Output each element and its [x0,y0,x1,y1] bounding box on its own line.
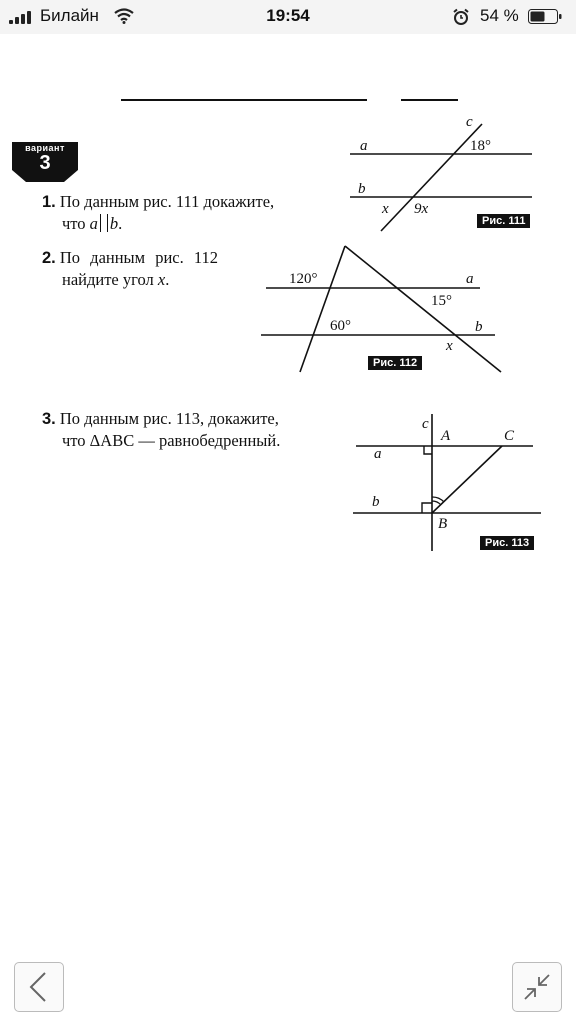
line-label-b: b [475,319,483,335]
angle-label: x [446,338,453,354]
variant-number: 3 [39,152,51,174]
task-text: По данным рис. 112 [59,248,219,267]
parallel-sign [100,214,108,232]
var-x: x [157,270,166,289]
line-label-a: a [466,271,474,287]
task-3 [42,408,280,451]
angle-label: 60° [330,318,351,334]
angle-label: 9x [414,201,429,217]
collapse-icon [513,963,561,1011]
header-rule-left [121,99,367,101]
angle-label: 15° [431,293,452,309]
battery-icon [528,9,562,24]
alarm-icon [452,8,470,26]
point-label-a: A [441,428,451,444]
variant-badge [12,142,78,182]
carrier-name: Билайн [40,6,99,25]
line-label-b: b [358,181,366,197]
task-1 [42,191,274,234]
header-rule-right [401,99,458,101]
task-number: 3. [42,410,56,428]
status-bar [0,0,576,34]
task-number: 2. [42,249,56,267]
task-2 [42,247,218,290]
task-text: . [118,214,123,233]
variant-label: вариант [25,143,65,153]
clock: 19:54 [266,6,310,25]
var-a: a [89,214,98,233]
task-text: . [165,270,170,289]
angle-label: 120° [289,271,318,287]
task-text: По данным рис. 113, докажите, [59,409,279,428]
angle-label: 18° [470,138,491,154]
point-label-c: C [504,428,515,444]
line-label-c: c [422,416,429,432]
line-label-a: a [360,138,368,154]
angle-label: x [382,201,389,217]
figure-caption: Рис. 111 [477,214,530,228]
collapse-button[interactable] [512,962,562,1012]
bottom-nav [0,954,576,1024]
line-label-c: c [466,114,473,130]
figure-113 [350,410,545,555]
task-text: По данным рис. 111 докажите, [59,192,275,211]
point-label-b: B [438,516,448,532]
line-label-a: a [374,446,382,462]
line-label-b: b [372,494,380,510]
back-arrow-icon [15,963,63,1011]
task-text: найдите угол [62,270,158,289]
battery-percent: 54 % [480,6,519,25]
var-b: b [109,214,119,233]
task-number: 1. [42,193,56,211]
back-button[interactable] [14,962,64,1012]
figure-caption: Рис. 113 [480,536,534,550]
figure-caption: Рис. 112 [368,356,422,370]
task-text: что [62,214,90,233]
task-text: что ΔABC — равнобедренный. [62,431,281,450]
